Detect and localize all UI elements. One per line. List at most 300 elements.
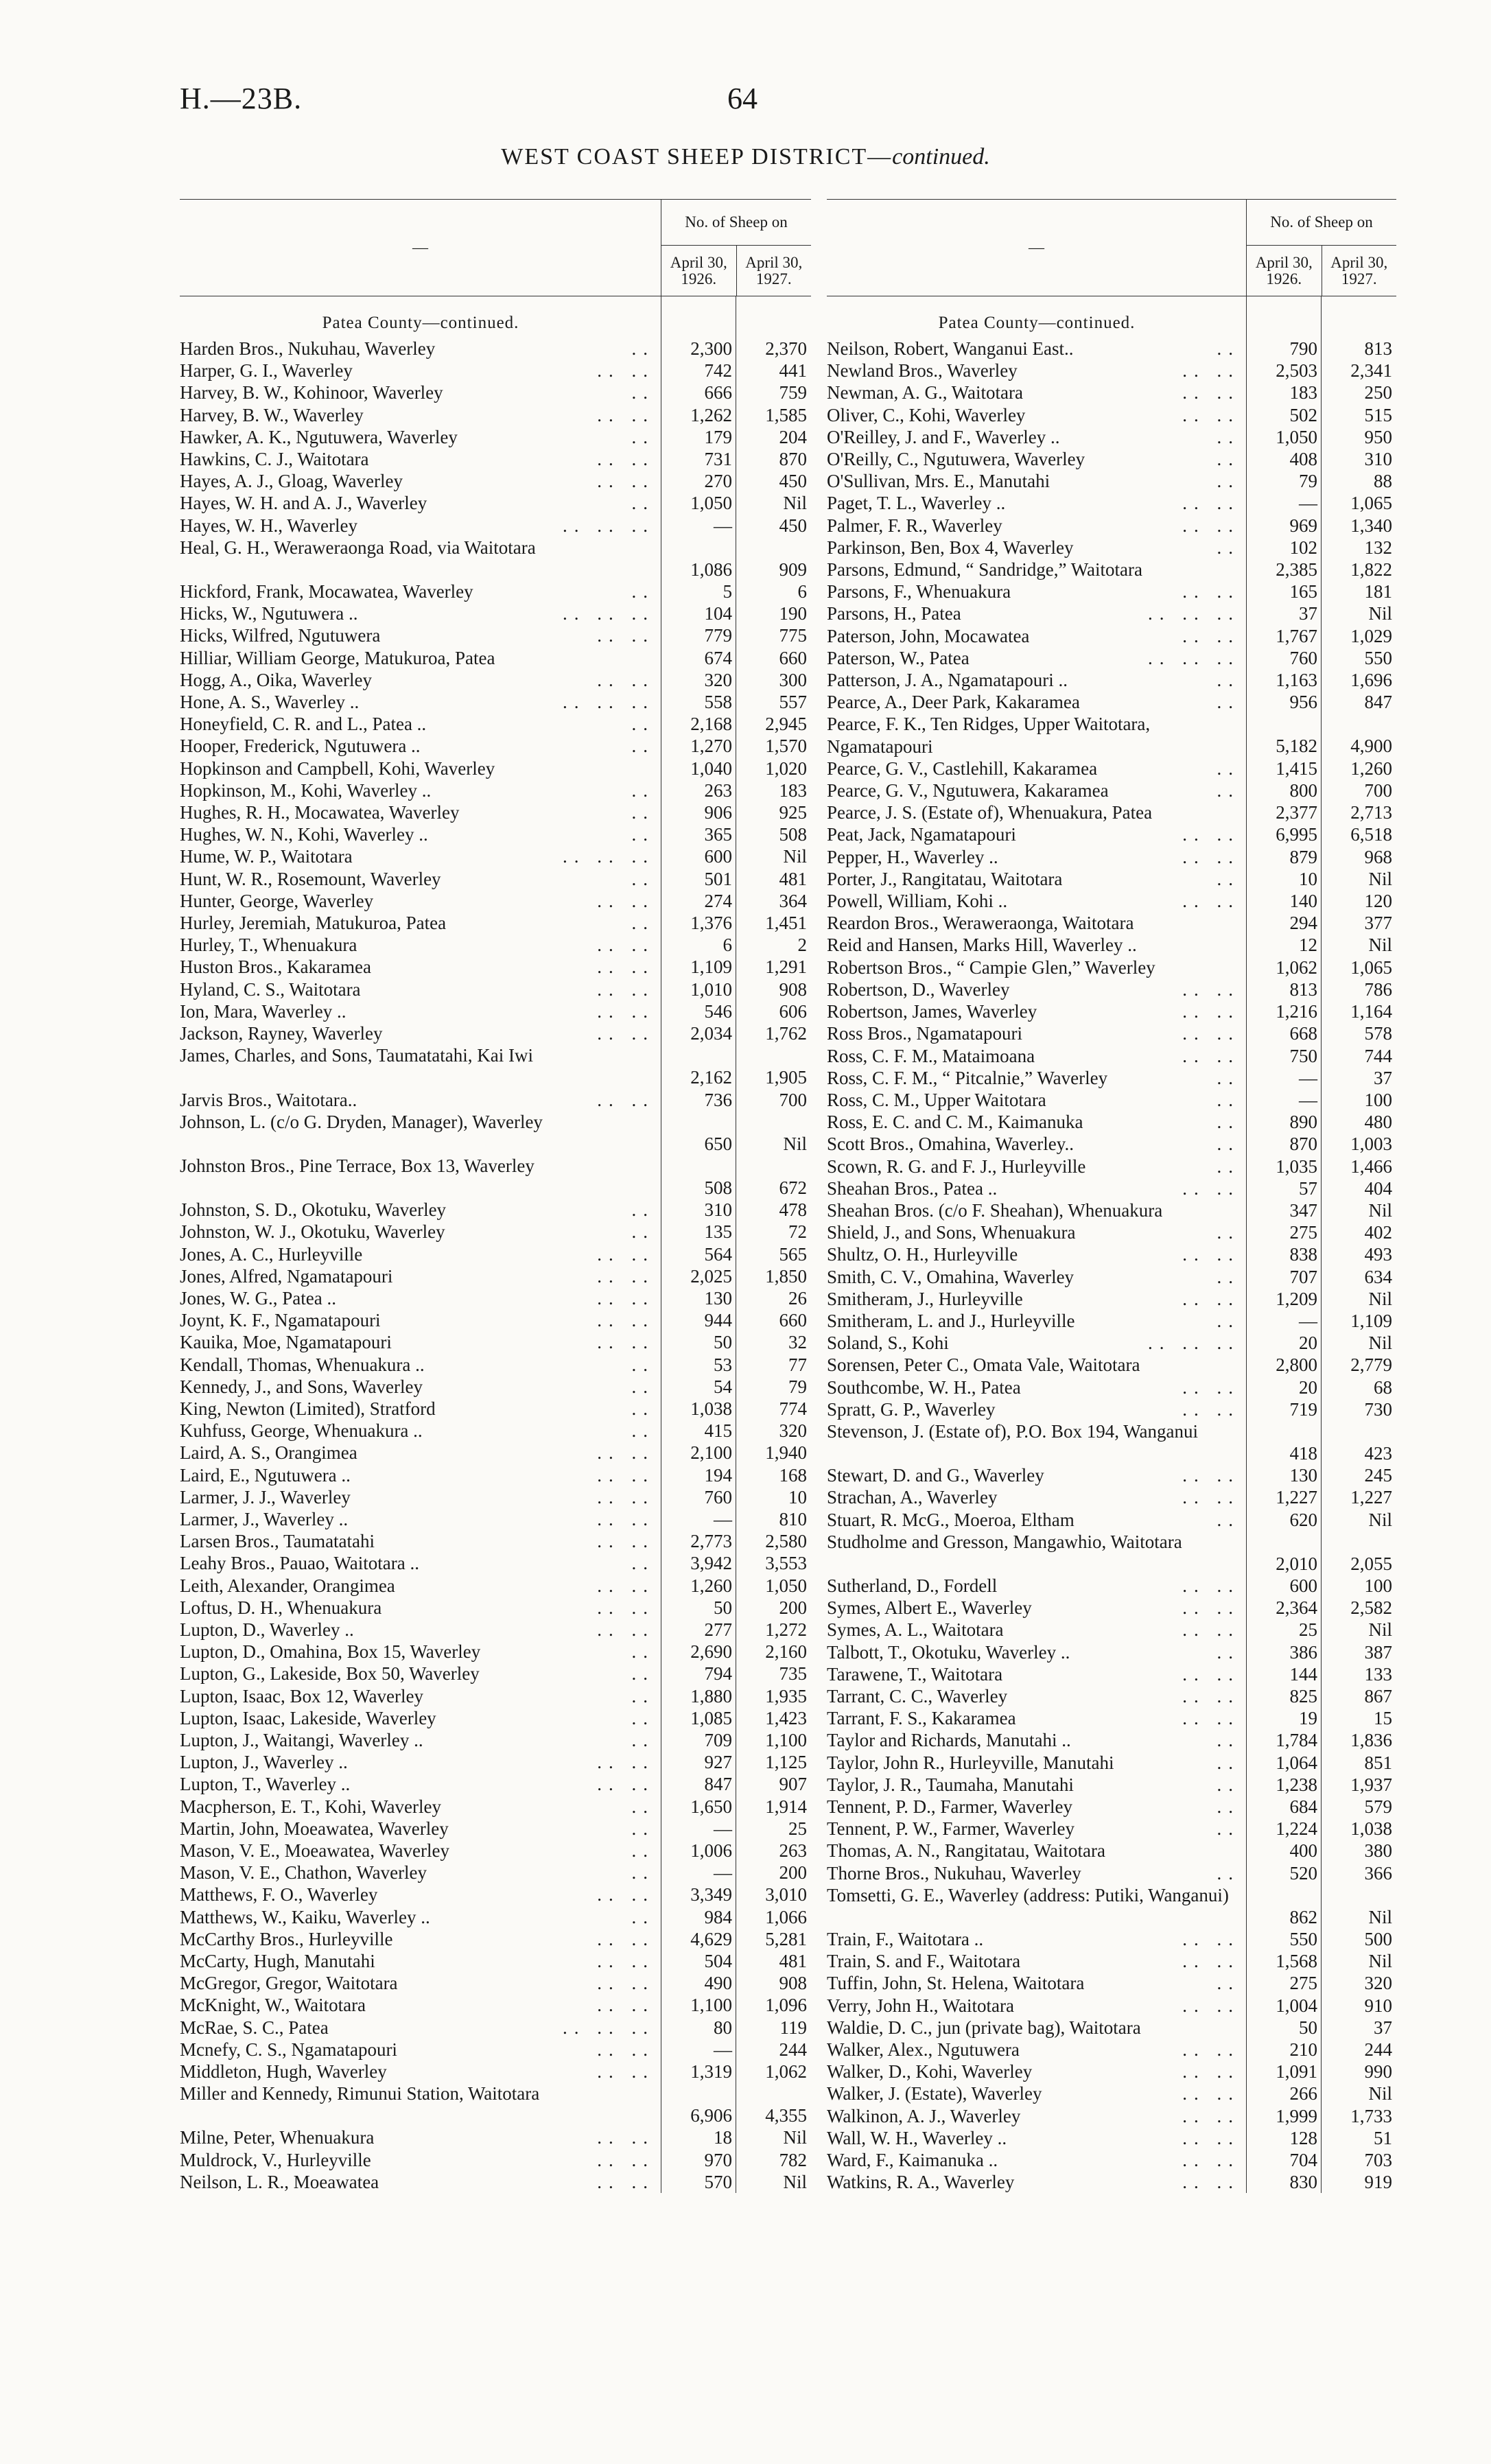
owner-name	[827, 846, 1247, 868]
table-row	[827, 1486, 1396, 1508]
count-1927: Nil	[783, 846, 807, 867]
count-1927: 120	[1364, 891, 1392, 912]
table-row	[827, 1420, 1396, 1464]
count-1927: 481	[779, 868, 807, 889]
owner-name-text: Harvey, B. W., Kohinoor, Waverley	[180, 382, 443, 403]
table-row	[827, 801, 1396, 823]
col-1927-header: April 30, 1927.	[745, 253, 803, 288]
leader-dots: .. ..	[1182, 493, 1240, 514]
count-1926: 779	[704, 625, 732, 646]
count-1926: 794	[704, 1663, 732, 1685]
table-row	[180, 801, 811, 823]
leader-dots: ..	[1217, 1774, 1240, 1795]
owner-name-text: Peat, Jack, Ngamatapouri	[827, 824, 1016, 845]
count-1926: 1,209	[1276, 1288, 1317, 1309]
count-1926: 50	[714, 1597, 732, 1618]
owner-name-text: Porter, J., Rangitatau, Waitotara	[827, 868, 1063, 889]
owner-name	[827, 1045, 1247, 1067]
owner-name-text: Paget, T. L., Waverley ..	[827, 493, 1006, 514]
owner-name	[180, 1022, 661, 1044]
count-1927: 168	[779, 1464, 807, 1486]
leader-dots: .. ..	[1182, 2127, 1240, 2148]
owner-name-text: Kuhfuss, George, Whenuakura ..	[180, 1420, 423, 1442]
leader-dots: .. ..	[597, 1884, 655, 1905]
count-1927: 703	[1364, 2150, 1392, 2171]
owner-name-text: Reid and Hansen, Marks Hill, Waverley ..	[827, 935, 1137, 956]
count-1927: 2,580	[765, 1531, 807, 1552]
owner-name-text: Johnston, W. J., Okotuku, Waverley	[180, 1221, 445, 1243]
owner-name-text: Robertson, D., Waverley	[827, 978, 1010, 1000]
table-row	[827, 1022, 1396, 1044]
table-row	[180, 537, 811, 580]
leader-dots: .. .. ..	[563, 692, 655, 713]
table-row	[180, 1199, 811, 1221]
count-1927: 404	[1364, 1177, 1392, 1199]
owner-name	[827, 1818, 1247, 1840]
owner-name-text: McCarthy Bros., Hurleyville	[180, 1928, 393, 1949]
count-1927: Nil	[1368, 868, 1392, 889]
table-row	[180, 1309, 811, 1331]
leader-dots: ..	[631, 1376, 655, 1397]
owner-name	[827, 890, 1247, 912]
count-1926: 944	[704, 1310, 732, 1331]
owner-name	[827, 1531, 1247, 1575]
leader-dots: ..	[1217, 1067, 1240, 1088]
owner-name-text: Talbott, T., Okotuku, Waverley ..	[827, 1641, 1070, 1663]
table-row	[180, 2171, 811, 2193]
leader-dots: ..	[631, 338, 655, 359]
owner-name	[827, 404, 1247, 426]
owner-name-text: Kauika, Moe, Ngamatapouri	[180, 1332, 392, 1353]
owner-name-text: Walkinon, A. J., Waverley	[827, 2105, 1021, 2126]
count-1926: 862	[1289, 1906, 1317, 1927]
count-1926: 760	[704, 1486, 732, 1507]
count-1926: 736	[704, 1089, 732, 1110]
owner-name-text: Lupton, G., Lakeside, Box 50, Waverley	[180, 1663, 480, 1685]
owner-name-text: Parsons, F., Whenuakura	[827, 581, 1011, 602]
count-1926: 704	[1289, 2150, 1317, 2171]
count-1927: 244	[779, 2039, 807, 2060]
owner-name	[180, 1597, 661, 1619]
leader-dots: .. ..	[597, 449, 655, 470]
table-row	[180, 1685, 811, 1707]
owner-name-text: Wall, W. H., Waverley ..	[827, 2127, 1007, 2148]
owner-name	[827, 1641, 1247, 1663]
leader-dots: .. ..	[1182, 1597, 1240, 1619]
leader-dots: .. ..	[597, 2171, 655, 2192]
count-1926: 825	[1289, 1685, 1317, 1706]
owner-name-text: O'Reilly, C., Ngutuwera, Waverley	[827, 449, 1085, 470]
count-1927: 786	[1364, 978, 1392, 1000]
count-1926: 1,050	[690, 493, 732, 514]
owner-name	[180, 1000, 661, 1022]
owner-name	[827, 1796, 1247, 1818]
owner-name-text: Ross, C. F. M., “ Pitcalnie,” Waverley	[827, 1067, 1108, 1088]
leader-dots: ..	[631, 1796, 655, 1817]
owner-name	[827, 1266, 1247, 1288]
count-1926: —	[1299, 1067, 1317, 1088]
leader-dots: .. ..	[597, 360, 655, 382]
count-1926: 1,784	[1276, 1730, 1317, 1751]
count-1927: 310	[1364, 449, 1392, 470]
count-1927: 1,836	[1350, 1730, 1392, 1751]
owner-name-text: Muldrock, V., Hurleyville	[180, 2149, 371, 2170]
leader-dots: ..	[631, 1707, 655, 1728]
owner-name-text: Tarrant, F. S., Kakaramea	[827, 1708, 1016, 1729]
owner-name-text: Neilson, Robert, Wanganui East..	[827, 338, 1074, 359]
count-1927: 660	[779, 647, 807, 668]
count-1926: 1,163	[1276, 670, 1317, 691]
table-row	[827, 1089, 1396, 1111]
count-1926: 490	[704, 1973, 732, 1994]
owner-name	[180, 492, 661, 514]
leader-dots: .. ..	[597, 2149, 655, 2170]
owner-name	[180, 1552, 661, 1574]
table-row	[180, 956, 811, 978]
leader-dots: .. ..	[1182, 581, 1240, 602]
count-1927: 25	[788, 1818, 807, 1839]
count-1927: 1,003	[1350, 1134, 1392, 1155]
leader-dots: ..	[1217, 692, 1240, 713]
count-1927: 990	[1364, 2061, 1392, 2082]
count-1927: 480	[1364, 1112, 1392, 1133]
owner-name	[180, 1376, 661, 1398]
count-1927: 119	[779, 2017, 807, 2038]
owner-name	[180, 1420, 661, 1442]
count-1926: 546	[704, 1000, 732, 1022]
leader-dots: ..	[631, 1398, 655, 1419]
count-1927: 250	[1364, 382, 1392, 403]
owner-name	[180, 713, 661, 735]
table-row	[180, 1044, 811, 1088]
owner-name	[827, 470, 1247, 492]
leader-dots: ..	[631, 1862, 655, 1884]
table-row	[180, 845, 811, 867]
count-1926: 1,238	[1276, 1774, 1317, 1795]
count-1926: 179	[704, 426, 732, 447]
count-1927: 1,850	[765, 1265, 807, 1287]
owner-name-text: Parsons, H., Patea	[827, 603, 961, 624]
leader-dots: .. ..	[597, 669, 655, 690]
leader-dots: ..	[1217, 1112, 1240, 1133]
table-row	[180, 1376, 811, 1398]
table-row	[827, 1354, 1396, 1376]
leader-dots: .. ..	[1182, 978, 1240, 1000]
table-row	[180, 602, 811, 624]
table-row	[827, 691, 1396, 713]
count-1926: 1,010	[690, 978, 732, 1000]
owner-name-text: Ross, C. M., Upper Waitotara	[827, 1089, 1046, 1110]
table-row	[827, 2127, 1396, 2149]
count-1926: 558	[704, 692, 732, 713]
owner-name-text: Middleton, Hugh, Waverley	[180, 2061, 387, 2082]
count-1926: 1,262	[690, 404, 732, 425]
count-1927: 1,100	[765, 1729, 807, 1750]
count-1927: 6	[797, 581, 807, 602]
owner-name-text: Jones, A. C., Hurleyville	[180, 1243, 363, 1265]
owner-name-text: Paterson, John, Mocawatea	[827, 625, 1030, 646]
owner-name	[180, 2082, 661, 2126]
count-1927: 493	[1364, 1244, 1392, 1265]
count-1927: 5,281	[765, 1928, 807, 1949]
count-1926: 1,227	[1276, 1487, 1317, 1508]
count-1927: 100	[1364, 1575, 1392, 1596]
count-1926: 1,999	[1276, 2105, 1317, 2126]
table-row	[180, 2126, 811, 2148]
owner-name	[827, 801, 1247, 823]
table-row	[827, 1398, 1396, 1420]
leader-dots: ..	[1217, 1222, 1240, 1243]
owner-name-text: Smitheram, L. and J., Hurleyville	[827, 1310, 1075, 1331]
owner-name	[180, 1685, 661, 1707]
count-1926: 386	[1289, 1641, 1317, 1663]
count-1926: 25	[1299, 1619, 1317, 1641]
count-1926: 502	[1289, 404, 1317, 425]
leader-dots: .. ..	[597, 1951, 655, 1972]
count-1927: 300	[779, 669, 807, 690]
owner-name	[180, 470, 661, 492]
table-row	[827, 492, 1396, 514]
table-row	[827, 1531, 1396, 1575]
table-row	[827, 2061, 1396, 2082]
owner-name-text: Stewart, D. and G., Waverley	[827, 1465, 1044, 1486]
owner-name	[180, 1265, 661, 1287]
owner-name	[827, 1840, 1247, 1862]
count-1926: 1,767	[1276, 625, 1317, 646]
owner-name-text: Taylor, J. R., Taumaha, Manutahi	[827, 1774, 1074, 1795]
table-row	[827, 1509, 1396, 1531]
count-1926: 1,100	[690, 1995, 732, 2016]
count-1927: Nil	[1368, 1906, 1392, 1927]
leader-dots: .. ..	[1182, 1663, 1240, 1685]
count-1926: 1,270	[690, 736, 732, 757]
left-column	[180, 199, 811, 2193]
leader-dots: .. ..	[1182, 1465, 1240, 1486]
owner-name	[180, 823, 661, 845]
leader-dots: .. ..	[597, 957, 655, 978]
owner-name	[827, 580, 1247, 602]
count-1926: 707	[1289, 1266, 1317, 1287]
table-row	[180, 338, 811, 360]
count-1927: 1,340	[1350, 515, 1392, 536]
count-1927: 606	[779, 1000, 807, 1022]
count-1927: 908	[779, 978, 807, 1000]
count-1926: 2,690	[690, 1641, 732, 1663]
count-1926: 564	[704, 1243, 732, 1265]
table-row	[180, 1155, 811, 1199]
table-row	[827, 957, 1396, 978]
owner-name-text: Robertson Bros., “ Campie Glen,” Waverley	[827, 957, 1155, 978]
leader-dots: .. ..	[597, 1752, 655, 1773]
owner-name-text: Larmer, J., Waverley ..	[180, 1508, 349, 1529]
leader-dots: ..	[631, 736, 655, 757]
count-1927: 1,038	[1350, 1818, 1392, 1840]
owner-name-text: Newland Bros., Waverley	[827, 360, 1018, 382]
count-1927: 1,260	[1350, 758, 1392, 779]
owner-name	[180, 1906, 661, 1928]
count-1927: 481	[779, 1951, 807, 1972]
count-1927: 2,055	[1350, 1553, 1392, 1574]
owner-name-text: King, Newton (Limited), Stratford	[180, 1398, 436, 1419]
owner-name	[180, 338, 661, 360]
count-1926: 408	[1289, 449, 1317, 470]
owner-name	[180, 801, 661, 823]
count-1927: 79	[788, 1376, 807, 1397]
owner-name-text: James, Charles, and Sons, Taumatatahi, Kai Iwi	[180, 1045, 534, 1066]
table-row	[827, 1928, 1396, 1950]
count-1926: 508	[704, 1177, 732, 1198]
leader-dots: .. ..	[597, 1486, 655, 1507]
count-1927: 3,553	[765, 1553, 807, 1574]
count-1926: 750	[1289, 1045, 1317, 1066]
title-suffix: continued.	[892, 144, 990, 169]
count-1927: 1,466	[1350, 1155, 1392, 1177]
count-1927: 181	[1364, 581, 1392, 602]
leader-dots: .. ..	[597, 890, 655, 911]
owner-name	[180, 868, 661, 890]
owner-name	[827, 382, 1247, 403]
owner-name	[180, 382, 661, 403]
count-1926: 879	[1289, 846, 1317, 867]
owner-name	[827, 1862, 1247, 1884]
table-row	[180, 1906, 811, 1928]
count-1927: Nil	[1368, 603, 1392, 624]
owner-name	[180, 2126, 661, 2148]
leader-dots: ..	[631, 1663, 655, 1685]
owner-name	[180, 1575, 661, 1597]
count-1926: 600	[1289, 1575, 1317, 1596]
leader-dots: .. ..	[597, 471, 655, 492]
count-1927: 51	[1374, 2127, 1392, 2148]
owner-name-text: Lupton, Isaac, Lakeside, Waverley	[180, 1707, 436, 1728]
table-row	[827, 602, 1396, 624]
owner-name-text: Tomsetti, G. E., Waverley (address: Putiki, Wanganui)	[827, 1884, 1229, 1905]
owner-name-text: Southcombe, W. H., Patea	[827, 1376, 1021, 1398]
table-row	[827, 1840, 1396, 1862]
table-row	[180, 735, 811, 757]
owner-name-text: Sheahan Bros., Patea ..	[827, 1177, 998, 1199]
count-1927: 190	[779, 603, 807, 624]
count-1926: 210	[1289, 2039, 1317, 2061]
owner-name	[180, 1619, 661, 1641]
count-1926: 800	[1289, 780, 1317, 801]
owner-name-text: Pearce, J. S. (Estate of), Whenuakura, Patea	[827, 802, 1153, 823]
count-1926: 266	[1289, 2083, 1317, 2104]
table-row	[180, 1663, 811, 1685]
count-1926: 1,040	[690, 758, 732, 779]
count-1927: 1,935	[765, 1685, 807, 1706]
count-1926: 719	[1289, 1398, 1317, 1420]
count-1927: 810	[779, 1508, 807, 1529]
count-1926: 320	[704, 669, 732, 690]
count-1927: 774	[779, 1398, 807, 1419]
table-row	[827, 515, 1396, 537]
leader-dots: .. ..	[1182, 2172, 1240, 2193]
owner-name-text: Walker, Alex., Ngutuwera	[827, 2039, 1020, 2061]
owner-name-text: Tennent, P. D., Farmer, Waverley	[827, 1796, 1073, 1817]
table-row	[180, 1022, 811, 1044]
count-1927: 377	[1364, 913, 1392, 934]
count-1927: 204	[779, 426, 807, 447]
owner-name	[180, 1309, 661, 1331]
count-1926: 1,224	[1276, 1818, 1317, 1840]
owner-name	[827, 957, 1247, 978]
table-row	[180, 890, 811, 912]
owner-name	[180, 647, 661, 669]
count-1927: 2,370	[765, 338, 807, 359]
table-row	[827, 559, 1396, 580]
owner-name-text: Patterson, J. A., Ngamatapouri ..	[827, 670, 1068, 691]
owner-name	[827, 758, 1247, 779]
owner-name	[827, 1509, 1247, 1531]
count-1927: 925	[779, 802, 807, 823]
count-1927: Nil	[1368, 1951, 1392, 1972]
count-1927: 3,010	[765, 1884, 807, 1905]
table-row	[827, 1752, 1396, 1774]
count-1926: 813	[1289, 978, 1317, 1000]
count-1927: Nil	[783, 493, 807, 514]
leader-dots: ..	[1217, 426, 1240, 447]
owner-name-text: Johnston Bros., Pine Terrace, Box 13, Waverley	[180, 1155, 535, 1176]
leader-dots: ..	[1217, 1641, 1240, 1663]
table-row	[180, 1972, 811, 1994]
count-1926: 1,006	[690, 1840, 732, 1861]
owner-name-text: Joynt, K. F., Ngamatapouri	[180, 1310, 381, 1331]
leader-dots: .. ..	[597, 625, 655, 646]
table-row	[827, 890, 1396, 912]
owner-name-text: Shultz, O. H., Hurleyville	[827, 1244, 1018, 1265]
section-heading: Patea County—continued.	[938, 314, 1136, 332]
table-row	[180, 1884, 811, 1905]
table-row	[180, 426, 811, 448]
owner-name	[827, 1089, 1247, 1111]
table-row	[180, 2082, 811, 2126]
count-1927: 730	[1364, 1398, 1392, 1420]
count-1927: 32	[788, 1332, 807, 1353]
table-row	[827, 1111, 1396, 1133]
owner-name	[827, 2061, 1247, 2082]
count-1927: 557	[779, 692, 807, 713]
count-1926: 270	[704, 471, 732, 492]
count-1926: 600	[704, 846, 732, 867]
table-row	[180, 823, 811, 845]
table-row	[827, 758, 1396, 779]
count-1926: 760	[1289, 647, 1317, 668]
table-row	[180, 1840, 811, 1862]
count-1926: 310	[704, 1199, 732, 1221]
count-1927: 1,940	[765, 1442, 807, 1464]
table-row	[180, 470, 811, 492]
owner-name-text: Leith, Alexander, Orangimea	[180, 1575, 395, 1596]
count-1926: 969	[1289, 515, 1317, 536]
owner-name-text: Strachan, A., Waverley	[827, 1487, 998, 1508]
count-1926: 130	[1289, 1465, 1317, 1486]
table-row	[180, 1928, 811, 1950]
owner-name-text: Ross Bros., Ngamatapouri	[827, 1023, 1022, 1044]
count-1926: 3,349	[690, 1884, 732, 1905]
count-1927: 1,570	[765, 736, 807, 757]
count-1926: —	[714, 2039, 732, 2060]
count-1926: 1,260	[690, 1575, 732, 1596]
table-row	[827, 2039, 1396, 2061]
count-1926: 906	[704, 802, 732, 823]
owner-name	[180, 1464, 661, 1486]
leader-dots: ..	[1217, 1862, 1240, 1884]
count-1926: 53	[714, 1354, 732, 1375]
owner-name	[827, 1155, 1247, 1177]
table-row	[180, 624, 811, 646]
owner-name-text: Powell, William, Kohi ..	[827, 891, 1008, 912]
